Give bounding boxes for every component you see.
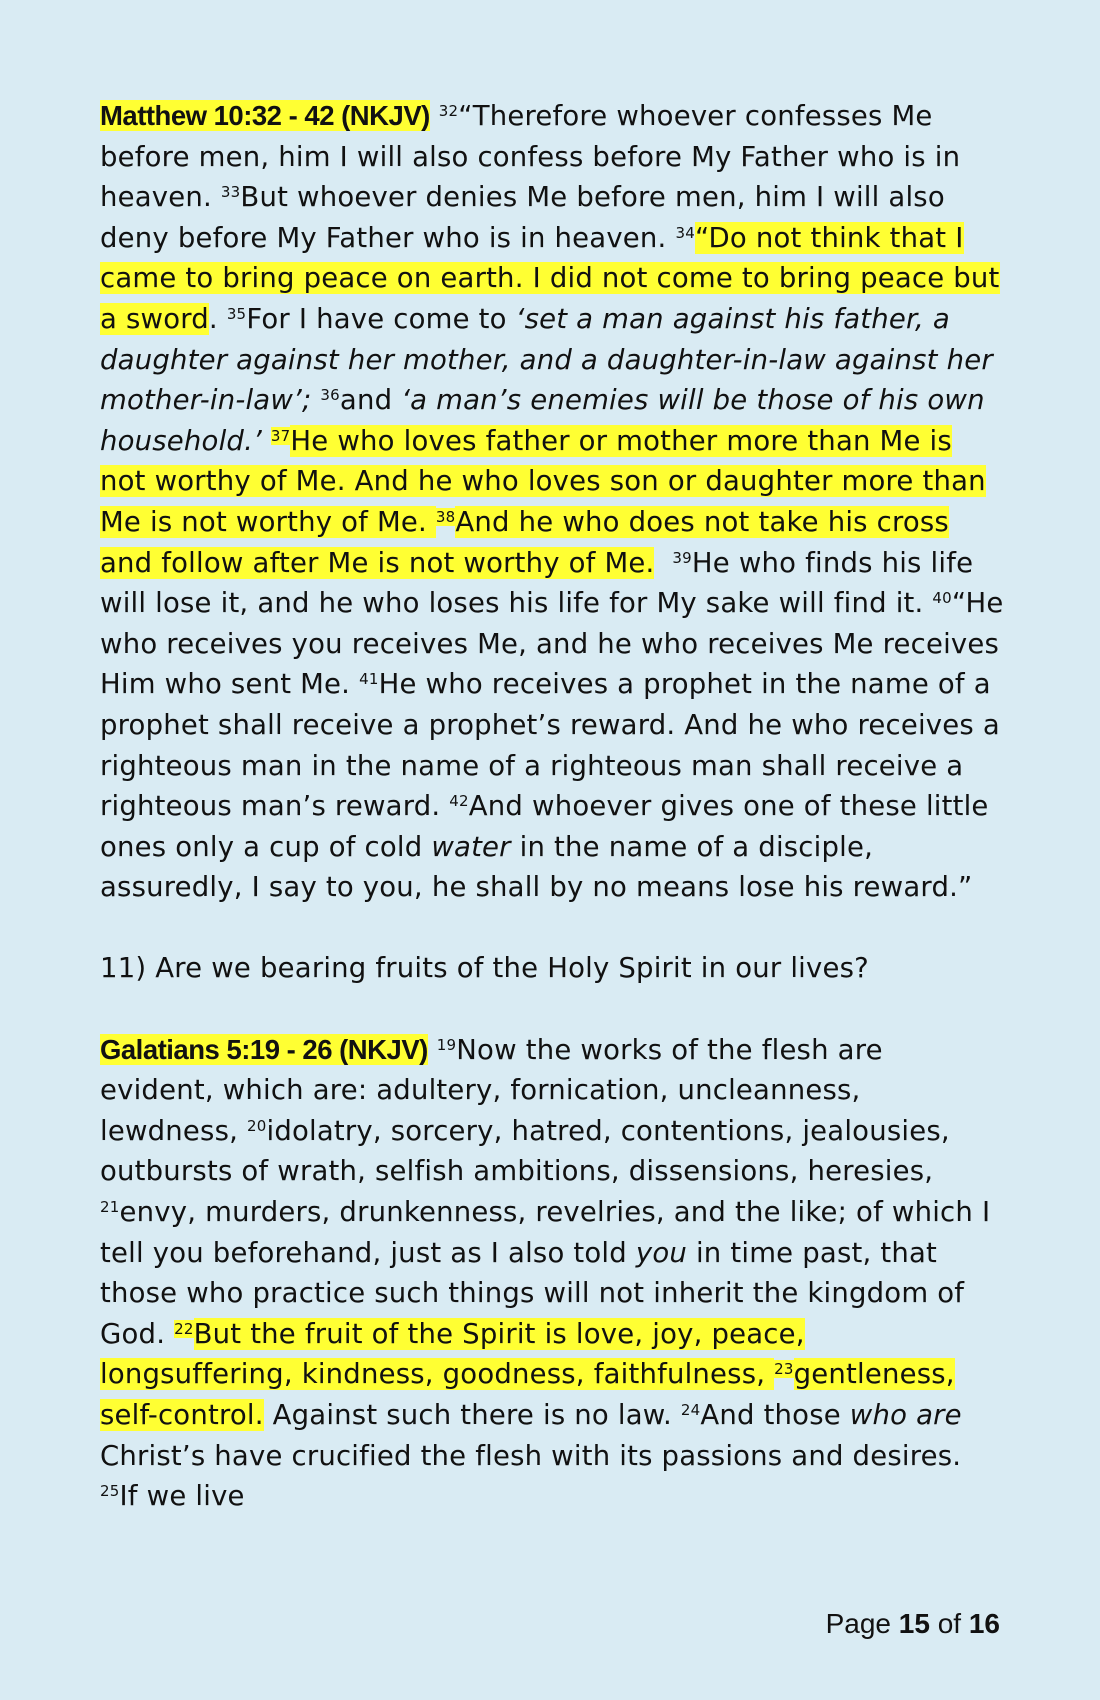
verse-number: 37: [270, 426, 291, 445]
verse-text: .: [208, 302, 227, 335]
verse-text: Christ’s have crucified the flesh with its passions and desires.: [100, 1439, 962, 1472]
question-item: 11) Are we bearing fruits of the Holy Spirit in our lives?: [100, 952, 869, 985]
matthew-passage: [100, 96, 1005, 908]
highlighted-verse-text: And he who does not take his cross and follow after Me is not worthy of Me.: [100, 505, 949, 579]
verse-number: 40: [932, 589, 952, 608]
verse-text: “Therefore whoever confesses Me before men, him I will also confess before My Father who is in heaven.: [100, 100, 961, 214]
verse-text: in time past, that those who practice such things will not inherit the kingdom of God.: [100, 1236, 965, 1350]
verse-number: 34: [675, 223, 695, 242]
verse-text: He who finds his life will lose it, and he who loses his life for My sake will find it.: [100, 546, 974, 620]
italic-verse-text: you: [635, 1236, 688, 1269]
spacer: [100, 908, 1005, 949]
verse-text: and: [339, 384, 402, 417]
page-label: Page: [825, 1608, 891, 1639]
of-label: of: [937, 1608, 962, 1639]
verse-number: 22: [174, 1319, 194, 1338]
verse-number: 23: [774, 1360, 794, 1379]
verse-number: 19: [436, 1035, 457, 1054]
verse-number: 39: [672, 548, 692, 567]
verse-text: He who receives a prophet in the name of a prophet shall receive a prophet’s reward. And he who receives a righteous man in the name of a righteous man shall receive a righteous man’s reward.: [100, 668, 1000, 823]
italic-verse-text: who are: [849, 1399, 962, 1431]
verse-text: idolatry, sorcery, hatred, contentions, jealousies, outbursts of wrath, selfish ambitions, dissensions, heresies,: [100, 1114, 950, 1188]
verse-number: 41: [359, 670, 379, 689]
verse-text: in the name of a disciple, assuredly, I say to you, he shall by no means lose his reward.”: [100, 830, 973, 904]
verse-number: 42: [449, 792, 469, 811]
verse-number: 24: [680, 1401, 701, 1419]
verse-text: For I have come to: [246, 302, 516, 335]
verse-text: And whoever gives one of these little ones only a cup of cold: [100, 790, 989, 863]
highlighted-verse-text: gentleness, self-control.: [100, 1358, 955, 1431]
scripture-reference: Matthew 10:32 - 42 (NKJV): [100, 100, 430, 131]
verse-number: 35: [226, 304, 247, 323]
italic-verse-text: ‘set a man against his father, a daughter against her mother, and a daughter-in-law against her mother-in-law’;: [100, 302, 993, 417]
verse-text: Against such there is no law.: [263, 1399, 681, 1431]
current-page: 15: [898, 1608, 930, 1639]
highlighted-verse-text: “Do not think that I came to bring peace on earth. I did not come to bring peace but a sword: [100, 221, 1000, 335]
verse-text: And those: [700, 1399, 850, 1431]
page-content: [100, 96, 1005, 1517]
highlighted-verse-text: He who loves father or mother more than Me is not worthy of Me. And he who loves son or daughter more than Me is not worthy of Me.: [100, 424, 986, 538]
verse-number: 21: [100, 1198, 120, 1217]
verse-text: But whoever denies Me before men, him I will also deny before My Father who is in heaven.: [100, 181, 945, 254]
spacer: [100, 989, 1005, 1030]
verse-text: “He who receives you receives Me, and he who receives Me receives Him who sent Me.: [100, 587, 1004, 701]
verse-number: 25: [100, 1482, 120, 1501]
total-pages: 16: [968, 1608, 1000, 1639]
verse-number: 33: [220, 183, 241, 202]
verse-number: 32: [438, 102, 459, 120]
verse-number: 36: [320, 386, 340, 405]
page-number: [826, 1608, 1000, 1640]
verse-text: envy, murders, drunkenness, revelries, and the like; of which I tell you beforehand, just as I also told: [100, 1196, 991, 1269]
highlighted-verse-text: But the fruit of the Spirit is love, joy, peace, longsuffering, kindness, goodness, faithfulness,: [100, 1317, 805, 1391]
italic-verse-text: water: [431, 830, 511, 863]
scripture-reference: Galatians 5:19 - 26 (NKJV): [100, 1033, 428, 1065]
verse-text: If we live: [119, 1480, 245, 1513]
italic-verse-text: ‘a man’s enemies will be those of his own household.’: [100, 384, 985, 457]
galatians-passage: [100, 1030, 1005, 1517]
verse-number: 20: [247, 1116, 267, 1135]
verse-text: Now the works of the flesh are evident, which are: adultery, fornication, uncleanness, lewdness,: [100, 1033, 883, 1147]
verse-number: 38: [435, 507, 456, 526]
